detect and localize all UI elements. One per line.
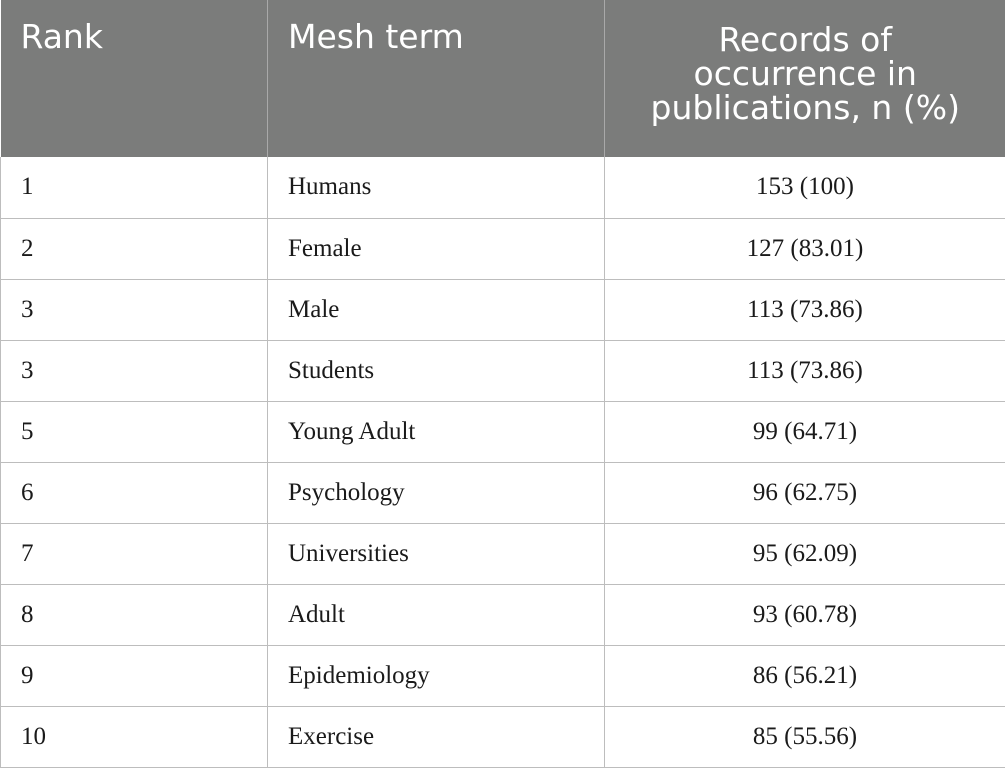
- cell-records: 127 (83.01): [605, 218, 1005, 279]
- cell-mesh-term: Students: [268, 340, 605, 401]
- cell-records: 95 (62.09): [605, 523, 1005, 584]
- table-row: [1, 401, 1005, 462]
- cell-rank: 9: [1, 645, 268, 706]
- cell-mesh-term: Male: [268, 279, 605, 340]
- table-row: [1, 157, 1005, 218]
- cell-records: 85 (55.56): [605, 706, 1005, 767]
- cell-mesh-term: Humans: [268, 157, 605, 218]
- table-row: [1, 279, 1005, 340]
- cell-rank: 5: [1, 401, 268, 462]
- header-rank: Rank: [1, 0, 268, 157]
- cell-rank: 3: [1, 279, 268, 340]
- table-row: [1, 584, 1005, 645]
- cell-rank: 3: [1, 340, 268, 401]
- cell-mesh-term: Young Adult: [268, 401, 605, 462]
- cell-mesh-term: Psychology: [268, 462, 605, 523]
- header-records: Records of occurrence in publications, n (%): [605, 0, 1005, 157]
- cell-records: 93 (60.78): [605, 584, 1005, 645]
- cell-rank: 8: [1, 584, 268, 645]
- cell-rank: 7: [1, 523, 268, 584]
- cell-rank: 2: [1, 218, 268, 279]
- table-header: [1, 0, 1005, 157]
- cell-records: 113 (73.86): [605, 340, 1005, 401]
- table-row: [1, 523, 1005, 584]
- cell-records: 99 (64.71): [605, 401, 1005, 462]
- cell-records: 96 (62.75): [605, 462, 1005, 523]
- cell-rank: 1: [1, 157, 268, 218]
- header-row: [1, 0, 1005, 157]
- cell-rank: 6: [1, 462, 268, 523]
- cell-mesh-term: Epidemiology: [268, 645, 605, 706]
- cell-mesh-term: Exercise: [268, 706, 605, 767]
- table-body: [1, 157, 1005, 767]
- header-mesh-term: Mesh term: [268, 0, 605, 157]
- cell-rank: 10: [1, 706, 268, 767]
- table-row: [1, 218, 1005, 279]
- table-row: [1, 645, 1005, 706]
- cell-mesh-term: Universities: [268, 523, 605, 584]
- table-row: [1, 462, 1005, 523]
- table-row: [1, 340, 1005, 401]
- cell-mesh-term: Adult: [268, 584, 605, 645]
- cell-records: 113 (73.86): [605, 279, 1005, 340]
- cell-records: 86 (56.21): [605, 645, 1005, 706]
- cell-mesh-term: Female: [268, 218, 605, 279]
- table-row: [1, 706, 1005, 767]
- cell-records: 153 (100): [605, 157, 1005, 218]
